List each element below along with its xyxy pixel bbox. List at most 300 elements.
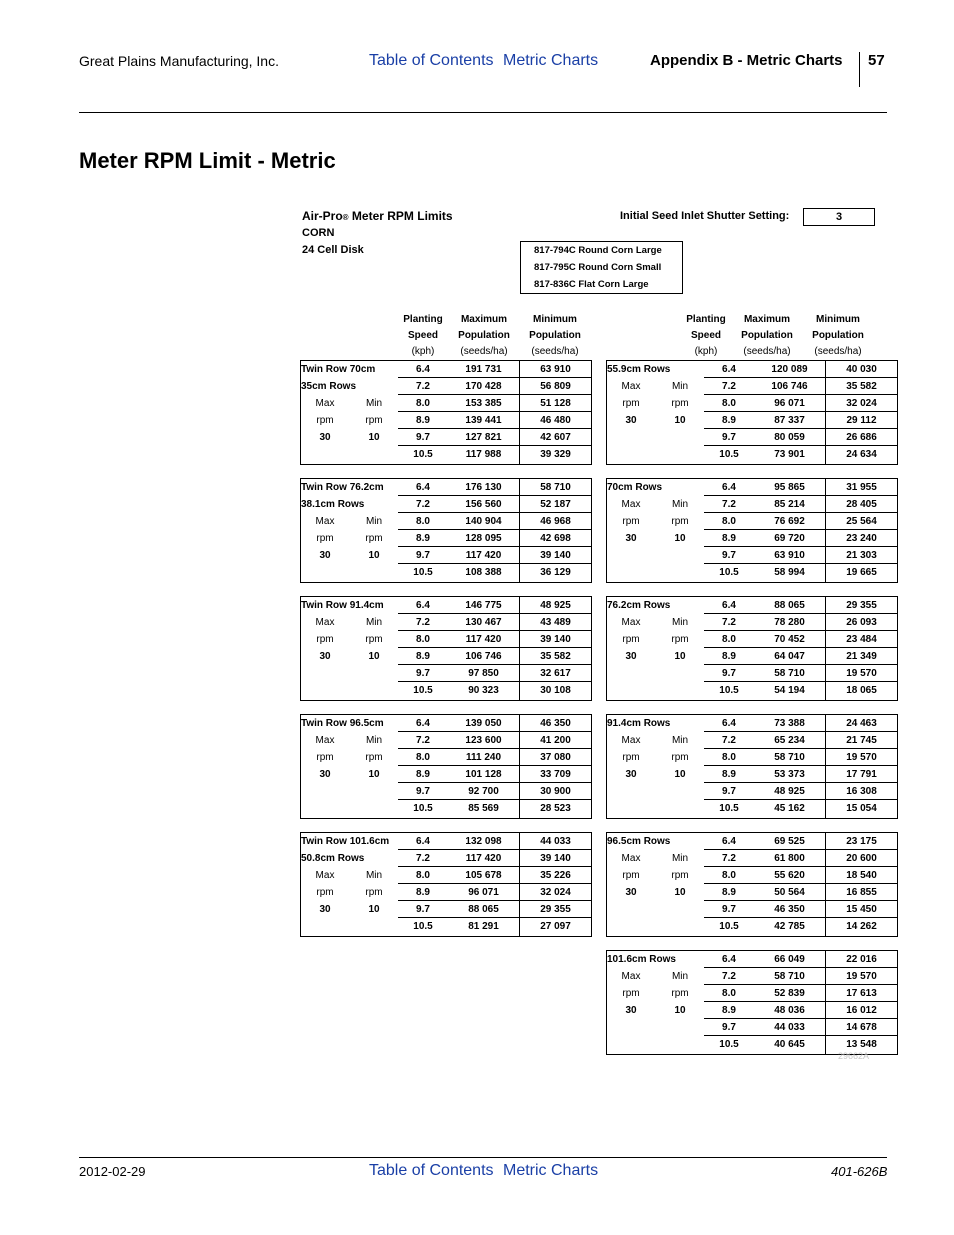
speed-value: 7.2 [416, 735, 430, 746]
rpm-label-min: Min [365, 398, 383, 409]
rpm-label-rpm: rpm [671, 988, 689, 999]
min-population-value: 29 355 [846, 600, 877, 611]
rpm-label-max_value: 30 [625, 1005, 637, 1016]
max-population-value: 117 988 [465, 449, 502, 460]
max-population-value: 76 692 [774, 516, 805, 527]
rpm-label-max_value: 30 [319, 769, 331, 780]
min-population-value: 46 350 [540, 718, 571, 729]
column-header-min: (seeds/ha) [531, 346, 579, 357]
speed-value: 8.0 [416, 634, 430, 645]
min-population-value: 52 187 [540, 499, 571, 510]
min-population-value: 23 484 [846, 634, 877, 645]
max-population-value: 92 700 [468, 786, 499, 797]
max-population-value: 73 901 [774, 449, 805, 460]
speed-value: 6.4 [722, 600, 736, 611]
rpm-label-min: Min [365, 870, 383, 881]
max-population-value: 63 910 [774, 550, 805, 561]
footer-rule [79, 1157, 887, 1158]
min-population-value: 39 329 [540, 449, 571, 460]
chart-title-prefix: Air-Pro [302, 209, 343, 223]
min-population-value: 19 665 [846, 567, 877, 578]
speed-value: 8.9 [416, 769, 430, 780]
speed-value: 10.5 [719, 685, 739, 696]
speed-value: 6.4 [722, 482, 736, 493]
min-population-value: 15 450 [846, 904, 877, 915]
speed-value: 10.5 [719, 921, 739, 932]
metric-charts-link-header[interactable]: Metric Charts [503, 52, 599, 69]
rpm-label-min_value: 10 [368, 769, 380, 780]
max-population-value: 73 388 [774, 718, 805, 729]
rpm-label-rpm: rpm [671, 516, 689, 527]
crop-label: CORN [302, 227, 335, 239]
min-population-value: 28 523 [540, 803, 571, 814]
rpm-label-max: Max [621, 381, 641, 392]
min-population-value: 40 030 [846, 364, 877, 375]
max-population-value: 88 065 [468, 904, 499, 915]
metric-charts-link-footer[interactable]: Metric Charts [503, 1162, 599, 1179]
min-population-value: 16 012 [846, 1005, 877, 1016]
min-population-value: 13 548 [846, 1039, 877, 1050]
column-header-speed: Speed [690, 330, 721, 341]
speed-value: 8.0 [722, 870, 736, 881]
speed-value: 8.9 [416, 533, 430, 544]
disk-part-3: 817-836C Flat Corn Large [534, 279, 649, 290]
rpm-label-max_value: 30 [625, 887, 637, 898]
max-population-value: 55 620 [774, 870, 805, 881]
disk-parts-box [520, 241, 683, 294]
speed-value: 8.9 [722, 887, 736, 898]
max-population-value: 156 560 [465, 499, 502, 510]
min-population-value: 17 613 [846, 988, 877, 999]
rpm-label-rpm: rpm [671, 398, 689, 409]
speed-value: 9.7 [416, 668, 430, 679]
rpm-label-min: Min [671, 735, 689, 746]
table-sub-label: 38.1cm Rows [301, 499, 365, 510]
rpm-label-max: Max [315, 398, 335, 409]
column-header-max: (seeds/ha) [743, 346, 791, 357]
table-row-label: 76.2cm Rows [607, 600, 671, 611]
speed-value: 9.7 [722, 904, 736, 915]
disk-part-2: 817-795C Round Corn Small [534, 262, 662, 273]
max-population-value: 101 128 [465, 769, 502, 780]
table-row-label: Twin Row 70cm [301, 364, 376, 375]
rpm-label-rpm: rpm [671, 870, 689, 881]
rpm-label-max: Max [315, 735, 335, 746]
rpm-label-rpm: rpm [671, 634, 689, 645]
max-population-value: 108 388 [465, 567, 502, 578]
rpm-label-rpm: rpm [622, 516, 640, 527]
speed-value: 6.4 [416, 364, 430, 375]
rpm-label-rpm: rpm [622, 752, 640, 763]
speed-value: 7.2 [416, 853, 430, 864]
max-population-value: 130 467 [465, 617, 502, 628]
column-header-max: Maximum [460, 314, 508, 325]
speed-value: 10.5 [413, 685, 433, 696]
min-population-value: 35 582 [846, 381, 877, 392]
speed-value: 8.0 [416, 870, 430, 881]
table-row-label: 101.6cm Rows [607, 954, 676, 965]
max-population-value: 69 720 [774, 533, 805, 544]
min-population-value: 21 349 [846, 651, 877, 662]
min-population-value: 19 570 [846, 971, 877, 982]
rpm-label-max_value: 30 [319, 651, 331, 662]
rpm-label-max: Max [621, 735, 641, 746]
speed-value: 9.7 [416, 786, 430, 797]
rpm-label-min_value: 10 [368, 904, 380, 915]
max-population-value: 40 645 [774, 1039, 805, 1050]
max-population-value: 97 850 [468, 668, 499, 679]
speed-value: 8.9 [416, 415, 430, 426]
rpm-label-max: Max [315, 516, 335, 527]
rpm-label-min: Min [671, 381, 689, 392]
speed-value: 7.2 [416, 617, 430, 628]
rpm-label-max: Max [621, 499, 641, 510]
rpm-label-min_value: 10 [368, 651, 380, 662]
table-sub-label: 35cm Rows [301, 381, 357, 392]
speed-value: 6.4 [722, 718, 736, 729]
max-population-value: 88 065 [774, 600, 805, 611]
max-population-value: 85 214 [774, 499, 805, 510]
rpm-label-min_value: 10 [674, 533, 686, 544]
table-row-label: 96.5cm Rows [607, 836, 671, 847]
max-population-value: 191 731 [465, 364, 502, 375]
rpm-label-rpm: rpm [365, 533, 383, 544]
speed-value: 8.9 [722, 769, 736, 780]
max-population-value: 48 036 [774, 1005, 805, 1016]
rpm-label-max_value: 30 [625, 533, 637, 544]
min-population-value: 25 564 [846, 516, 877, 527]
speed-value: 9.7 [722, 786, 736, 797]
rpm-label-min_value: 10 [674, 887, 686, 898]
min-population-value: 16 855 [846, 887, 877, 898]
max-population-value: 96 071 [468, 887, 499, 898]
column-header-min: Minimum [816, 314, 860, 325]
min-population-value: 29 112 [846, 415, 877, 426]
speed-value: 10.5 [719, 567, 739, 578]
speed-value: 8.0 [722, 398, 736, 409]
min-population-value: 48 925 [540, 600, 571, 611]
max-population-value: 117 420 [465, 853, 502, 864]
max-population-value: 58 710 [774, 971, 805, 982]
speed-value: 10.5 [413, 803, 433, 814]
footer-date: 2012-02-29 [79, 1164, 146, 1179]
min-population-value: 21 303 [846, 550, 877, 561]
min-population-value: 14 678 [846, 1022, 877, 1033]
min-population-value: 18 065 [846, 685, 877, 696]
max-population-value: 58 710 [774, 752, 805, 763]
rpm-label-min: Min [671, 853, 689, 864]
max-population-value: 132 098 [465, 836, 502, 847]
speed-value: 6.4 [722, 364, 736, 375]
page-number: 57 [868, 52, 885, 69]
doc-number: 401-626B [831, 1164, 888, 1179]
max-population-value: 50 564 [774, 887, 805, 898]
min-population-value: 43 489 [540, 617, 571, 628]
header-rule [79, 112, 887, 113]
rpm-label-max_value: 30 [319, 904, 331, 915]
speed-value: 8.9 [722, 651, 736, 662]
rpm-label-rpm: rpm [365, 415, 383, 426]
speed-value: 7.2 [722, 499, 736, 510]
max-population-value: 170 428 [465, 381, 502, 392]
table-sub-label: 50.8cm Rows [301, 853, 365, 864]
rpm-label-max: Max [315, 870, 335, 881]
min-population-value: 29 355 [540, 904, 571, 915]
max-population-value: 52 839 [774, 988, 805, 999]
rpm-label-max: Max [621, 617, 641, 628]
max-population-value: 106 746 [465, 651, 502, 662]
max-population-value: 64 047 [774, 651, 805, 662]
min-population-value: 56 809 [540, 381, 571, 392]
rpm-label-max: Max [315, 617, 335, 628]
max-population-value: 127 821 [465, 432, 502, 443]
max-population-value: 66 049 [774, 954, 805, 965]
min-population-value: 35 226 [540, 870, 571, 881]
rpm-label-rpm: rpm [316, 415, 334, 426]
min-population-value: 30 900 [540, 786, 571, 797]
speed-value: 6.4 [722, 954, 736, 965]
speed-value: 6.4 [416, 718, 430, 729]
min-population-value: 27 097 [540, 921, 571, 932]
rpm-label-rpm: rpm [316, 533, 334, 544]
disk-label: 24 Cell Disk [302, 244, 364, 256]
speed-value: 8.0 [416, 752, 430, 763]
min-population-value: 22 016 [846, 954, 877, 965]
speed-value: 8.0 [722, 752, 736, 763]
max-population-value: 46 350 [774, 904, 805, 915]
table-row-label: 55.9cm Rows [607, 364, 671, 375]
speed-value: 9.7 [722, 1022, 736, 1033]
table-row-label: Twin Row 96.5cm [301, 718, 384, 729]
rpm-label-min_value: 10 [674, 415, 686, 426]
min-population-value: 24 634 [846, 449, 877, 460]
column-header-max: Population [741, 330, 793, 341]
speed-value: 6.4 [416, 836, 430, 847]
min-population-value: 19 570 [846, 668, 877, 679]
speed-value: 8.0 [722, 516, 736, 527]
column-header-max: Maximum [743, 314, 791, 325]
column-header-speed: (kph) [411, 346, 435, 357]
min-population-value: 20 600 [846, 853, 877, 864]
rpm-label-rpm: rpm [316, 634, 334, 645]
table-row-label: 91.4cm Rows [607, 718, 671, 729]
rpm-label-rpm: rpm [622, 988, 640, 999]
min-population-value: 39 140 [540, 634, 571, 645]
max-population-value: 81 291 [468, 921, 499, 932]
rpm-label-rpm: rpm [365, 887, 383, 898]
column-header-min: Population [529, 330, 581, 341]
max-population-value: 117 420 [465, 634, 502, 645]
min-population-value: 15 054 [846, 803, 877, 814]
max-population-value: 140 904 [465, 516, 502, 527]
max-population-value: 95 865 [774, 482, 805, 493]
speed-value: 8.9 [722, 1005, 736, 1016]
column-header-min: Population [812, 330, 864, 341]
column-header-speed: Planting [403, 314, 443, 325]
rpm-label-max_value: 30 [319, 550, 331, 561]
page-title: Meter RPM Limit - Metric [79, 148, 336, 173]
speed-value: 9.7 [722, 432, 736, 443]
min-population-value: 19 570 [846, 752, 877, 763]
column-header-speed: Planting [686, 314, 726, 325]
min-population-value: 16 308 [846, 786, 877, 797]
speed-value: 7.2 [722, 735, 736, 746]
max-population-value: 139 050 [465, 718, 502, 729]
min-population-value: 23 240 [846, 533, 877, 544]
table-row-label: Twin Row 76.2cm [301, 482, 384, 493]
table-row-label: 70cm Rows [607, 482, 663, 493]
min-population-value: 39 140 [540, 853, 571, 864]
max-population-value: 85 569 [468, 803, 499, 814]
shutter-label: Initial Seed Inlet Shutter Setting: [620, 210, 790, 222]
column-header-min: Minimum [533, 314, 577, 325]
max-population-value: 58 710 [774, 668, 805, 679]
speed-value: 8.0 [416, 398, 430, 409]
speed-value: 6.4 [416, 482, 430, 493]
min-population-value: 26 686 [846, 432, 877, 443]
speed-value: 7.2 [722, 971, 736, 982]
min-population-value: 44 033 [540, 836, 571, 847]
min-population-value: 18 540 [846, 870, 877, 881]
max-population-value: 176 130 [465, 482, 502, 493]
speed-value: 6.4 [722, 836, 736, 847]
table-row-label: Twin Row 91.4cm [301, 600, 384, 611]
min-population-value: 26 093 [846, 617, 877, 628]
max-population-value: 78 280 [774, 617, 805, 628]
max-population-value: 65 234 [774, 735, 805, 746]
speed-value: 10.5 [413, 921, 433, 932]
figure-id: 29662A [838, 1051, 870, 1061]
speed-value: 9.7 [722, 668, 736, 679]
speed-value: 9.7 [416, 432, 430, 443]
toc-link-header[interactable]: Table of Contents [369, 52, 494, 69]
speed-value: 8.0 [416, 516, 430, 527]
speed-value: 8.0 [722, 634, 736, 645]
min-population-value: 23 175 [846, 836, 877, 847]
max-population-value: 45 162 [774, 803, 805, 814]
max-population-value: 111 240 [465, 752, 502, 763]
rpm-label-min: Min [671, 617, 689, 628]
rpm-label-max_value: 30 [625, 415, 637, 426]
speed-value: 6.4 [416, 600, 430, 611]
speed-value: 8.9 [722, 533, 736, 544]
max-population-value: 117 420 [465, 550, 502, 561]
speed-value: 7.2 [416, 499, 430, 510]
rpm-label-min: Min [365, 516, 383, 527]
min-population-value: 30 108 [540, 685, 571, 696]
max-population-value: 54 194 [774, 685, 805, 696]
rpm-label-min_value: 10 [368, 432, 380, 443]
min-population-value: 58 710 [540, 482, 571, 493]
header-divider [859, 52, 860, 87]
max-population-value: 70 452 [774, 634, 805, 645]
max-population-value: 53 373 [774, 769, 805, 780]
speed-value: 8.0 [722, 988, 736, 999]
min-population-value: 14 262 [846, 921, 877, 932]
max-population-value: 61 800 [774, 853, 805, 864]
max-population-value: 153 385 [465, 398, 502, 409]
max-population-value: 48 925 [774, 786, 805, 797]
min-population-value: 32 024 [540, 887, 571, 898]
rpm-label-rpm: rpm [316, 887, 334, 898]
rpm-label-max_value: 30 [625, 769, 637, 780]
column-header-min: (seeds/ha) [814, 346, 862, 357]
max-population-value: 128 095 [465, 533, 502, 544]
max-population-value: 146 775 [465, 600, 502, 611]
speed-value: 10.5 [719, 1039, 739, 1050]
max-population-value: 90 323 [468, 685, 499, 696]
min-population-value: 35 582 [540, 651, 571, 662]
min-population-value: 42 607 [540, 432, 571, 443]
rpm-label-rpm: rpm [622, 870, 640, 881]
max-population-value: 42 785 [774, 921, 805, 932]
speed-value: 9.7 [416, 550, 430, 561]
speed-value: 7.2 [722, 381, 736, 392]
min-population-value: 41 200 [540, 735, 571, 746]
min-population-value: 37 080 [540, 752, 571, 763]
speed-value: 8.9 [416, 651, 430, 662]
chart-title-suffix: Meter RPM Limits [348, 209, 453, 223]
min-population-value: 21 745 [846, 735, 877, 746]
toc-link-footer[interactable]: Table of Contents [369, 1162, 494, 1179]
column-header-max: Population [458, 330, 510, 341]
min-population-value: 32 024 [846, 398, 877, 409]
rpm-label-rpm: rpm [365, 752, 383, 763]
max-population-value: 123 600 [465, 735, 502, 746]
min-population-value: 28 405 [846, 499, 877, 510]
rpm-label-min_value: 10 [674, 769, 686, 780]
speed-value: 8.9 [416, 887, 430, 898]
speed-value: 7.2 [722, 853, 736, 864]
rpm-label-max_value: 30 [625, 651, 637, 662]
min-population-value: 46 968 [540, 516, 571, 527]
rpm-label-min: Min [671, 971, 689, 982]
min-population-value: 32 617 [540, 668, 571, 679]
rpm-label-max_value: 30 [319, 432, 331, 443]
rpm-label-rpm: rpm [365, 634, 383, 645]
max-population-value: 69 525 [774, 836, 805, 847]
speed-value: 10.5 [413, 567, 433, 578]
section-title: Appendix B - Metric Charts [650, 52, 843, 69]
min-population-value: 39 140 [540, 550, 571, 561]
max-population-value: 106 746 [771, 381, 808, 392]
registered-mark: ® [342, 213, 349, 222]
max-population-value: 87 337 [774, 415, 805, 426]
max-population-value: 120 089 [771, 364, 808, 375]
max-population-value: 58 994 [774, 567, 805, 578]
speed-value: 10.5 [719, 449, 739, 460]
rpm-label-rpm: rpm [622, 634, 640, 645]
speed-value: 7.2 [722, 617, 736, 628]
min-population-value: 36 129 [540, 567, 571, 578]
speed-value: 10.5 [413, 449, 433, 460]
max-population-value: 139 441 [465, 415, 502, 426]
speed-value: 10.5 [719, 803, 739, 814]
max-population-value: 105 678 [465, 870, 502, 881]
chart-title [302, 209, 453, 223]
min-population-value: 46 480 [540, 415, 571, 426]
disk-part-1: 817-794C Round Corn Large [534, 245, 662, 256]
rpm-label-min_value: 10 [674, 1005, 686, 1016]
min-population-value: 42 698 [540, 533, 571, 544]
column-header-speed: (kph) [694, 346, 718, 357]
rpm-label-rpm: rpm [671, 752, 689, 763]
rpm-label-min_value: 10 [368, 550, 380, 561]
speed-value: 9.7 [416, 904, 430, 915]
rpm-label-rpm: rpm [622, 398, 640, 409]
rpm-label-min: Min [365, 735, 383, 746]
min-population-value: 24 463 [846, 718, 877, 729]
